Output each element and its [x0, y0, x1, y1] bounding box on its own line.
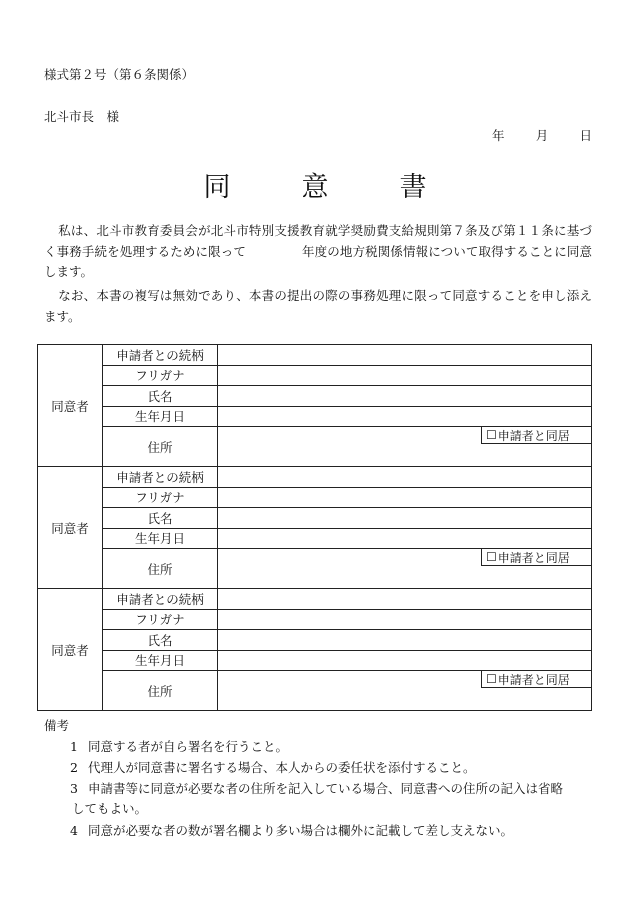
- consenter-3-relationship-field[interactable]: [218, 589, 592, 610]
- note-item: [44, 757, 592, 778]
- consenter-1-relationship-field[interactable]: [218, 345, 592, 366]
- date-day: 日: [579, 128, 592, 143]
- note-number: 2: [70, 760, 78, 775]
- address-label: 住所: [103, 671, 218, 711]
- consent-paragraph: [44, 221, 592, 283]
- consenter-3-birthdate-field[interactable]: [218, 650, 592, 671]
- consenter-3-relationship-row: [38, 589, 592, 610]
- consenter-3-name-field[interactable]: [218, 630, 592, 651]
- checkbox-icon: ☐: [486, 672, 497, 686]
- note-text: 代理人が同意書に署名する場合、本人からの委任状を添付すること。: [88, 760, 476, 775]
- consenter-2-birthdate-field[interactable]: [218, 528, 592, 549]
- cohabit-checkbox-1[interactable]: [481, 426, 592, 444]
- consenter-2-name-field[interactable]: [218, 508, 592, 529]
- cohabit-label: 申請者と同居: [497, 428, 570, 443]
- consenter-3-furigana-row: [38, 609, 592, 630]
- note-item: [44, 736, 592, 757]
- cohabit-label: 申請者と同居: [497, 672, 570, 687]
- cohabit-label: 申請者と同居: [497, 550, 570, 565]
- name-label: 氏名: [103, 508, 218, 529]
- consenter-2-furigana-field[interactable]: [218, 487, 592, 508]
- note-text: 同意する者が自ら署名を行うこと。: [88, 739, 289, 754]
- consenter-1-furigana-row: [38, 365, 592, 386]
- address-label: 住所: [103, 549, 218, 589]
- consenter-3-furigana-field[interactable]: [218, 609, 592, 630]
- birthdate-label: 生年月日: [103, 528, 218, 549]
- address-label: 住所: [103, 427, 218, 467]
- consenter-1-birthdate-field[interactable]: [218, 406, 592, 427]
- cohabit-checkbox-2[interactable]: [481, 548, 592, 566]
- date-line: [492, 126, 592, 144]
- consenter-1-label: 同意者: [38, 345, 103, 467]
- addressee: 北斗市長 様: [44, 109, 120, 124]
- furigana-label: フリガナ: [103, 609, 218, 630]
- consenter-1-birthdate-row: [38, 406, 592, 427]
- copy-notice-paragraph: [44, 286, 592, 327]
- relationship-label: 申請者との続柄: [103, 589, 218, 610]
- consenter-2-birthdate-row: [38, 528, 592, 549]
- consenter-3-birthdate-row: [38, 650, 592, 671]
- consenter-2-name-row: [38, 508, 592, 529]
- consent-text-a: 私は、北斗市教育委員会が北斗市特別支援教育就学奨励費支給規則第７条及び第１１条に基づく事務手続を処理するために限って: [44, 223, 592, 259]
- consenter-1-furigana-field[interactable]: [218, 365, 592, 386]
- note-continuation: してもよい。: [72, 801, 148, 816]
- birthdate-label: 生年月日: [103, 406, 218, 427]
- note-item: [44, 820, 592, 841]
- consenter-2-relationship-row: [38, 467, 592, 488]
- consent-text-b: 年度の地方税関係情報について取得することに同意します。: [44, 243, 592, 279]
- consenter-1-relationship-row: [38, 345, 592, 366]
- copy-notice-text: なお、本書の複写は無効であり、本書の提出の際の事務処理に限って同意することを申し添えます。: [44, 288, 592, 324]
- consenter-3-address-field[interactable]: [218, 671, 592, 711]
- consenter-2-furigana-row: [38, 487, 592, 508]
- consenter-2-address-field[interactable]: [218, 549, 592, 589]
- date-year: 年: [492, 128, 505, 143]
- name-label: 氏名: [103, 386, 218, 407]
- note-number: 1: [70, 739, 78, 754]
- relationship-label: 申請者との続柄: [103, 345, 218, 366]
- note-item: [44, 778, 592, 799]
- cohabit-checkbox-3[interactable]: [481, 670, 592, 688]
- consenter-2-relationship-field[interactable]: [218, 467, 592, 488]
- furigana-label: フリガナ: [103, 487, 218, 508]
- name-label: 氏名: [103, 630, 218, 651]
- note-number: 4: [70, 823, 78, 838]
- consenter-1-name-field[interactable]: [218, 386, 592, 407]
- consenter-3-label: 同意者: [38, 589, 103, 711]
- consenter-1-address-field[interactable]: [218, 427, 592, 467]
- note-number: 3: [70, 781, 78, 796]
- form-number: 様式第２号（第６条関係）: [44, 67, 195, 82]
- relationship-label: 申請者との続柄: [103, 467, 218, 488]
- checkbox-icon: ☐: [486, 550, 497, 564]
- furigana-label: フリガナ: [103, 365, 218, 386]
- date-month: 月: [535, 128, 549, 143]
- consenter-3-name-row: [38, 630, 592, 651]
- checkbox-icon: ☐: [486, 428, 497, 442]
- note-text: 同意が必要な者の数が署名欄より多い場合は欄外に記載して差し支えない。: [88, 823, 514, 838]
- note-text: 申請書等に同意が必要な者の住所を記入している場合、同意書への住所の記入は省略: [88, 781, 564, 796]
- consent-table: [37, 344, 592, 711]
- birthdate-label: 生年月日: [103, 650, 218, 671]
- consenter-2-label: 同意者: [38, 467, 103, 589]
- document-title: 同 意 書: [203, 172, 449, 203]
- notes-title: 備考: [44, 718, 70, 733]
- consenter-1-name-row: [38, 386, 592, 407]
